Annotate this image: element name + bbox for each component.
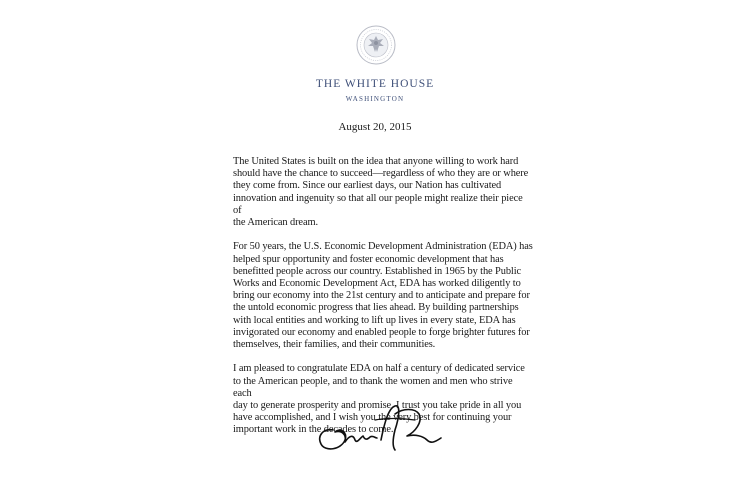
letterhead-subtitle: WASHINGTON — [345, 95, 405, 103]
letter-paragraph: I am pleased to congratulate EDA on half a century of dedicated service to the American people, and to thank the women and men who strive each day to generate prosperity and promise. I trust you take pride in all you have accomplished, and I wish you the very best for continuing your important work in the decades to come. — [233, 363, 525, 436]
letter-paragraph: The United States is built on the idea that anyone willing to work hard should have the chance to succeed—regardless of who they are or where they come from. Since our earliest days, our Nation has cultivated innovation and ingenuity so that all our people might realize their piece of the American dream. — [233, 156, 529, 229]
letter-date: August 20, 2015 — [338, 121, 412, 133]
letterhead-title: THE WHITE HOUSE — [315, 78, 435, 90]
handwritten-signature-icon — [315, 400, 445, 460]
presidential-seal-icon — [356, 25, 396, 65]
letter-paragraph: For 50 years, the U.S. Economic Development Administration (EDA) has helped spur opportunity and foster economic development that has benefitted people across our country. Established in 1965 by the Public Works and Economic Development Act, EDA has worked diligently to bring our economy into the 21st century and to anticipate and prepare for the untold economic progress that lies ahead. By building partnerships with local entities and working to lift up lives in every state, EDA has invigorated our economy and enabled people to forge brighter futures for themselves, their families, and their communities. — [233, 241, 533, 351]
